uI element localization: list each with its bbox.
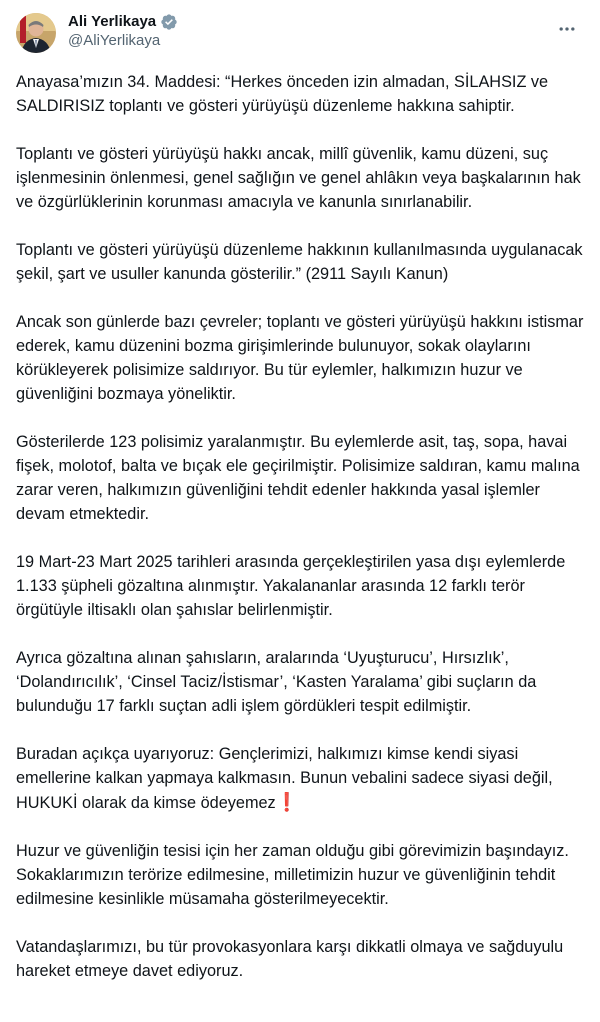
- tweet-paragraph: Gösterilerde 123 polisimiz yaralanmıştır. Bu eylemlerde asit, taş, sopa, havai fişek, molotof, balta ve bıçak ele geçirilmiştir. Polisimize saldıran, kamu malına zarar veren, halkımızın güvenliğini tehdit edenler hakkında yasal işlemler devam etmektedir.: [16, 433, 580, 523]
- user-handle[interactable]: @AliYerlikaya: [68, 32, 161, 49]
- verified-badge-icon: [160, 13, 178, 31]
- tweet-paragraph: Ancak son günlerde bazı çevreler; toplantı ve gösteri yürüyüşü hakkını istismar ederek, kamu düzenini bozma girişimlerinde bulunuyor, sokak olaylarını körükleyerek polisimize saldırıyor. Bu tür eylemler, halkımızın huzur ve güvenliğini bozmaya yöneliktir.: [16, 313, 584, 403]
- user-block: [68, 12, 178, 50]
- tweet-text: [16, 70, 584, 983]
- tweet-paragraph-warning: [16, 742, 584, 815]
- tweet-paragraph: 19 Mart-23 Mart 2025 tarihleri arasında gerçekleştirilen yasa dışı eylemlerde 1.133 şüpheli gözaltına alınmıştır. Yakalananlar arasında 12 farklı terör örgütüyle iltisaklı olan şahıslar belirlenmiştir.: [16, 553, 566, 619]
- tweet-paragraph: Toplantı ve gösteri yürüyüşü hakkı ancak, millî güvenlik, kamu düzeni, suç işlenmesinin önlenmesi, genel sağlığın ve genel ahlâkın veya başkalarının hak ve özgürlüklerinin korunması amacıyla ve kanunla sınırlanabilir.: [16, 145, 581, 211]
- tweet-paragraph: Toplantı ve gösteri yürüyüşü düzenleme hakkının kullanılmasında uygulanacak şekil, şart ve usuller kanunda gösterilir.” (2911 Sayılı Kanun): [16, 241, 583, 283]
- tweet-paragraph: Vatandaşlarımızı, bu tür provokasyonlara karşı dikkatli olmaya ve sağduyulu hareket etmeye davet ediyoruz.: [16, 938, 564, 980]
- tweet-header: [16, 12, 584, 60]
- name-row: [68, 12, 178, 31]
- tweet-paragraph: Huzur ve güvenliğin tesisi için her zaman olduğu gibi görevimizin başındayız. Sokaklarımızın terörize edilmesine, milletimizin huzur ve güvenliğinin tehdit edilmesine kesinlikle müsamaha gösterilmeyecektir.: [16, 842, 569, 908]
- more-options-button[interactable]: [550, 12, 584, 46]
- red-exclamation-icon: ❗: [275, 792, 299, 812]
- avatar-image: [16, 13, 56, 53]
- warning-text: Buradan açıkça uyarıyoruz: Gençlerimizi, halkımızı kimse kendi siyasi emellerine kalkan yapmaya kalkmasın. Bunun vebalini sadece siyasi değil, HUKUKİ olarak da kimse ödeyemez: [16, 745, 553, 812]
- avatar[interactable]: [16, 13, 56, 53]
- more-horizontal-icon: [557, 19, 577, 39]
- tweet-paragraph: Ayrıca gözaltına alınan şahısların, aralarında ‘Uyuşturucu’, Hırsızlık’, ‘Dolandırıcılık’, ‘Cinsel Taciz/İstismar’, ‘Kasten Yaralama’ gibi suçların da bulunduğu 17 farklı suçtan adli işlem gördükleri tespit edilmiştir.: [16, 649, 537, 715]
- tweet-paragraph: Anayasa’mızın 34. Maddesi: “Herkes önceden izin almadan, SİLAHSIZ ve SALDIRISIZ toplantı ve gösteri yürüyüşü düzenleme hakkına sahiptir.: [16, 73, 549, 115]
- display-name[interactable]: Ali Yerlikaya: [68, 13, 157, 30]
